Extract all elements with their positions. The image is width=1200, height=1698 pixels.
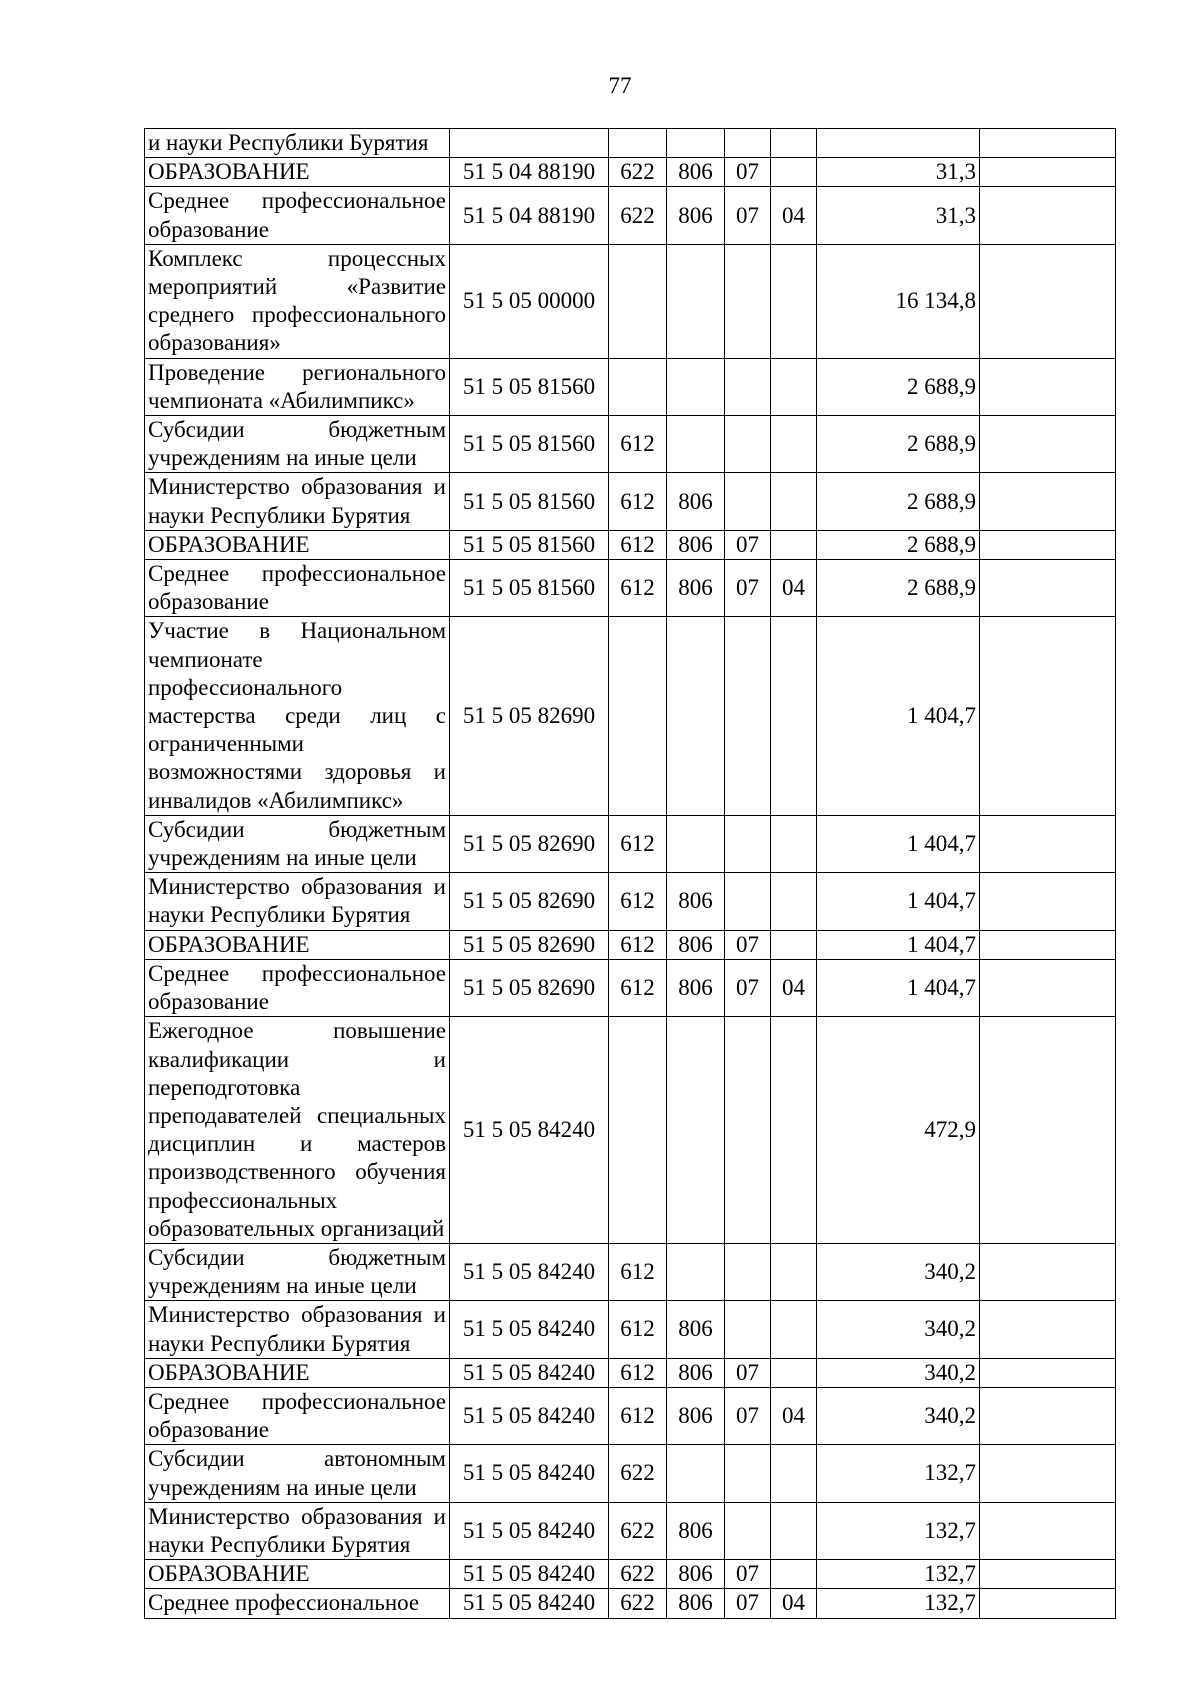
row-name-cell: ОБРАЗОВАНИЕ	[145, 1358, 450, 1387]
subsection-code-cell	[771, 158, 817, 187]
expense-type-cell: 622	[609, 187, 667, 244]
row-name-cell: Комплекс процессных мероприятий «Развитие среднего профессионального образования»	[145, 244, 450, 358]
budget-table	[144, 128, 1116, 1619]
section-code-cell: 07	[725, 1358, 771, 1387]
table-row	[145, 1243, 1116, 1300]
row-name-cell: Среднее профессиональное образование	[145, 1387, 450, 1444]
page-number: 77	[608, 73, 632, 98]
extra-cell	[980, 1301, 1116, 1358]
table-row	[145, 158, 1116, 187]
section-code-cell	[725, 1301, 771, 1358]
row-name-cell: Среднее профессиональное образование	[145, 959, 450, 1016]
expense-type-cell: 612	[609, 930, 667, 959]
table-body	[145, 129, 1116, 1619]
section-code-cell	[725, 873, 771, 930]
department-code-cell: 806	[667, 1502, 725, 1559]
expense-type-cell	[609, 617, 667, 815]
amount-cell	[817, 129, 980, 158]
row-name-cell: Министерство образования и науки Республики Бурятия	[145, 1301, 450, 1358]
amount-cell: 2 688,9	[817, 530, 980, 559]
extra-cell	[980, 1387, 1116, 1444]
table-row	[145, 1589, 1116, 1618]
table-row	[145, 959, 1116, 1016]
target-code-cell: 51 5 04 88190	[450, 158, 609, 187]
row-name-cell: Субсидии бюджетным учреждениям на иные цели	[145, 416, 450, 473]
expense-type-cell: 622	[609, 1445, 667, 1502]
extra-cell	[980, 1243, 1116, 1300]
expense-type-cell: 612	[609, 416, 667, 473]
subsection-code-cell	[771, 1017, 817, 1244]
extra-cell	[980, 617, 1116, 815]
amount-cell: 1 404,7	[817, 873, 980, 930]
target-code-cell: 51 5 05 81560	[450, 560, 609, 617]
department-code-cell	[667, 358, 725, 415]
subsection-code-cell	[771, 1502, 817, 1559]
target-code-cell: 51 5 05 84240	[450, 1017, 609, 1244]
section-code-cell	[725, 1243, 771, 1300]
department-code-cell	[667, 617, 725, 815]
subsection-code-cell	[771, 1445, 817, 1502]
expense-type-cell: 612	[609, 530, 667, 559]
row-name-cell: Субсидии автономным учреждениям на иные цели	[145, 1445, 450, 1502]
department-code-cell	[667, 1243, 725, 1300]
section-code-cell	[725, 358, 771, 415]
amount-cell: 1 404,7	[817, 815, 980, 872]
target-code-cell: 51 5 05 84240	[450, 1387, 609, 1444]
extra-cell	[980, 158, 1116, 187]
table-row	[145, 617, 1116, 815]
extra-cell	[980, 1589, 1116, 1618]
target-code-cell: 51 5 05 84240	[450, 1589, 609, 1618]
expense-type-cell: 612	[609, 1243, 667, 1300]
table-row	[145, 1445, 1116, 1502]
extra-cell	[980, 244, 1116, 358]
expense-type-cell: 612	[609, 1301, 667, 1358]
subsection-code-cell	[771, 1301, 817, 1358]
row-name-cell: Ежегодное повышение квалификации и переподготовка преподавателей специальных дисциплин и мастеров производственного обучения профессиональных образовательных организаций	[145, 1017, 450, 1244]
section-code-cell: 07	[725, 158, 771, 187]
section-code-cell	[725, 617, 771, 815]
department-code-cell	[667, 1445, 725, 1502]
amount-cell: 31,3	[817, 158, 980, 187]
expense-type-cell: 622	[609, 1560, 667, 1589]
expense-type-cell	[609, 244, 667, 358]
target-code-cell	[450, 129, 609, 158]
department-code-cell: 806	[667, 1387, 725, 1444]
target-code-cell: 51 5 05 82690	[450, 873, 609, 930]
target-code-cell: 51 5 05 84240	[450, 1560, 609, 1589]
table-row	[145, 1387, 1116, 1444]
section-code-cell	[725, 244, 771, 358]
table-row	[145, 1502, 1116, 1559]
expense-type-cell: 612	[609, 815, 667, 872]
department-code-cell: 806	[667, 930, 725, 959]
row-name-cell: Среднее профессиональное образование	[145, 187, 450, 244]
table-row	[145, 1560, 1116, 1589]
department-code-cell: 806	[667, 1301, 725, 1358]
row-name-cell: ОБРАЗОВАНИЕ	[145, 1560, 450, 1589]
section-code-cell: 07	[725, 1387, 771, 1444]
subsection-code-cell	[771, 873, 817, 930]
target-code-cell: 51 5 05 81560	[450, 473, 609, 530]
extra-cell	[980, 930, 1116, 959]
expense-type-cell: 612	[609, 473, 667, 530]
amount-cell: 31,3	[817, 187, 980, 244]
target-code-cell: 51 5 05 84240	[450, 1445, 609, 1502]
section-code-cell: 07	[725, 959, 771, 1016]
subsection-code-cell	[771, 1358, 817, 1387]
table-row	[145, 416, 1116, 473]
subsection-code-cell	[771, 129, 817, 158]
table-row	[145, 473, 1116, 530]
table-row	[145, 873, 1116, 930]
subsection-code-cell	[771, 473, 817, 530]
amount-cell: 2 688,9	[817, 473, 980, 530]
row-name-cell: Субсидии бюджетным учреждениям на иные цели	[145, 1243, 450, 1300]
row-name-cell: Среднее профессиональное образование	[145, 560, 450, 617]
extra-cell	[980, 815, 1116, 872]
table-row	[145, 560, 1116, 617]
table-row	[145, 129, 1116, 158]
section-code-cell	[725, 1445, 771, 1502]
table-row	[145, 530, 1116, 559]
table-row	[145, 187, 1116, 244]
expense-type-cell: 612	[609, 873, 667, 930]
table-row	[145, 358, 1116, 415]
section-code-cell: 07	[725, 560, 771, 617]
department-code-cell: 806	[667, 158, 725, 187]
target-code-cell: 51 5 05 84240	[450, 1301, 609, 1358]
department-code-cell: 806	[667, 1358, 725, 1387]
subsection-code-cell: 04	[771, 1387, 817, 1444]
target-code-cell: 51 5 05 84240	[450, 1502, 609, 1559]
target-code-cell: 51 5 05 82690	[450, 930, 609, 959]
row-name-cell: ОБРАЗОВАНИЕ	[145, 530, 450, 559]
target-code-cell: 51 5 05 81560	[450, 358, 609, 415]
amount-cell: 2 688,9	[817, 416, 980, 473]
target-code-cell: 51 5 05 82690	[450, 815, 609, 872]
row-name-cell: Субсидии бюджетным учреждениям на иные цели	[145, 815, 450, 872]
section-code-cell: 07	[725, 930, 771, 959]
extra-cell	[980, 873, 1116, 930]
department-code-cell: 806	[667, 959, 725, 1016]
subsection-code-cell	[771, 1243, 817, 1300]
subsection-code-cell	[771, 930, 817, 959]
extra-cell	[980, 1445, 1116, 1502]
subsection-code-cell	[771, 358, 817, 415]
amount-cell: 16 134,8	[817, 244, 980, 358]
target-code-cell: 51 5 05 82690	[450, 617, 609, 815]
expense-type-cell: 612	[609, 1387, 667, 1444]
department-code-cell	[667, 129, 725, 158]
extra-cell	[980, 187, 1116, 244]
target-code-cell: 51 5 05 81560	[450, 530, 609, 559]
target-code-cell: 51 5 05 82690	[450, 959, 609, 1016]
department-code-cell	[667, 815, 725, 872]
section-code-cell	[725, 1017, 771, 1244]
row-name-cell: Участие в Национальном чемпионате профессионального мастерства среди лиц с ограниченными возможностями здоровья и инвалидов «Абилимпикс»	[145, 617, 450, 815]
department-code-cell: 806	[667, 473, 725, 530]
section-code-cell: 07	[725, 530, 771, 559]
row-name-cell: и науки Республики Бурятия	[145, 129, 450, 158]
section-code-cell: 07	[725, 1589, 771, 1618]
amount-cell: 1 404,7	[817, 617, 980, 815]
amount-cell: 1 404,7	[817, 930, 980, 959]
extra-cell	[980, 1502, 1116, 1559]
extra-cell	[980, 1358, 1116, 1387]
expense-type-cell	[609, 1017, 667, 1244]
extra-cell	[980, 358, 1116, 415]
amount-cell: 132,7	[817, 1589, 980, 1618]
amount-cell: 132,7	[817, 1502, 980, 1559]
amount-cell: 1 404,7	[817, 959, 980, 1016]
amount-cell: 132,7	[817, 1560, 980, 1589]
extra-cell	[980, 473, 1116, 530]
expense-type-cell: 612	[609, 1358, 667, 1387]
subsection-code-cell: 04	[771, 187, 817, 244]
subsection-code-cell: 04	[771, 959, 817, 1016]
department-code-cell: 806	[667, 1589, 725, 1618]
subsection-code-cell	[771, 617, 817, 815]
department-code-cell: 806	[667, 560, 725, 617]
section-code-cell	[725, 129, 771, 158]
row-name-cell: Среднее профессиональное	[145, 1589, 450, 1618]
expense-type-cell	[609, 129, 667, 158]
expense-type-cell: 622	[609, 1502, 667, 1559]
department-code-cell	[667, 244, 725, 358]
extra-cell	[980, 530, 1116, 559]
amount-cell: 2 688,9	[817, 358, 980, 415]
extra-cell	[980, 129, 1116, 158]
target-code-cell: 51 5 05 84240	[450, 1243, 609, 1300]
section-code-cell	[725, 416, 771, 473]
department-code-cell	[667, 416, 725, 473]
table-row	[145, 1358, 1116, 1387]
section-code-cell: 07	[725, 187, 771, 244]
extra-cell	[980, 1017, 1116, 1244]
table-row	[145, 1301, 1116, 1358]
row-name-cell: ОБРАЗОВАНИЕ	[145, 158, 450, 187]
department-code-cell: 806	[667, 1560, 725, 1589]
expense-type-cell: 612	[609, 560, 667, 617]
section-code-cell	[725, 1502, 771, 1559]
expense-type-cell	[609, 358, 667, 415]
section-code-cell	[725, 473, 771, 530]
amount-cell: 340,2	[817, 1301, 980, 1358]
extra-cell	[980, 959, 1116, 1016]
subsection-code-cell	[771, 244, 817, 358]
table-row	[145, 930, 1116, 959]
subsection-code-cell	[771, 416, 817, 473]
expense-type-cell: 612	[609, 959, 667, 1016]
section-code-cell: 07	[725, 1560, 771, 1589]
subsection-code-cell	[771, 1560, 817, 1589]
department-code-cell: 806	[667, 873, 725, 930]
target-code-cell: 51 5 05 00000	[450, 244, 609, 358]
expense-type-cell: 622	[609, 1589, 667, 1618]
amount-cell: 340,2	[817, 1358, 980, 1387]
row-name-cell: Министерство образования и науки Республики Бурятия	[145, 1502, 450, 1559]
department-code-cell	[667, 1017, 725, 1244]
amount-cell: 472,9	[817, 1017, 980, 1244]
row-name-cell: Проведение регионального чемпионата «Абилимпикс»	[145, 358, 450, 415]
extra-cell	[980, 560, 1116, 617]
amount-cell: 340,2	[817, 1387, 980, 1444]
target-code-cell: 51 5 04 88190	[450, 187, 609, 244]
target-code-cell: 51 5 05 84240	[450, 1358, 609, 1387]
department-code-cell: 806	[667, 530, 725, 559]
subsection-code-cell	[771, 530, 817, 559]
amount-cell: 340,2	[817, 1243, 980, 1300]
extra-cell	[980, 416, 1116, 473]
subsection-code-cell: 04	[771, 560, 817, 617]
table-row	[145, 244, 1116, 358]
row-name-cell: ОБРАЗОВАНИЕ	[145, 930, 450, 959]
amount-cell: 132,7	[817, 1445, 980, 1502]
subsection-code-cell	[771, 815, 817, 872]
amount-cell: 2 688,9	[817, 560, 980, 617]
row-name-cell: Министерство образования и науки Республики Бурятия	[145, 473, 450, 530]
extra-cell	[980, 1560, 1116, 1589]
table-row	[145, 1017, 1116, 1244]
department-code-cell: 806	[667, 187, 725, 244]
target-code-cell: 51 5 05 81560	[450, 416, 609, 473]
table-row	[145, 815, 1116, 872]
row-name-cell: Министерство образования и науки Республики Бурятия	[145, 873, 450, 930]
section-code-cell	[725, 815, 771, 872]
subsection-code-cell: 04	[771, 1589, 817, 1618]
expense-type-cell: 622	[609, 158, 667, 187]
